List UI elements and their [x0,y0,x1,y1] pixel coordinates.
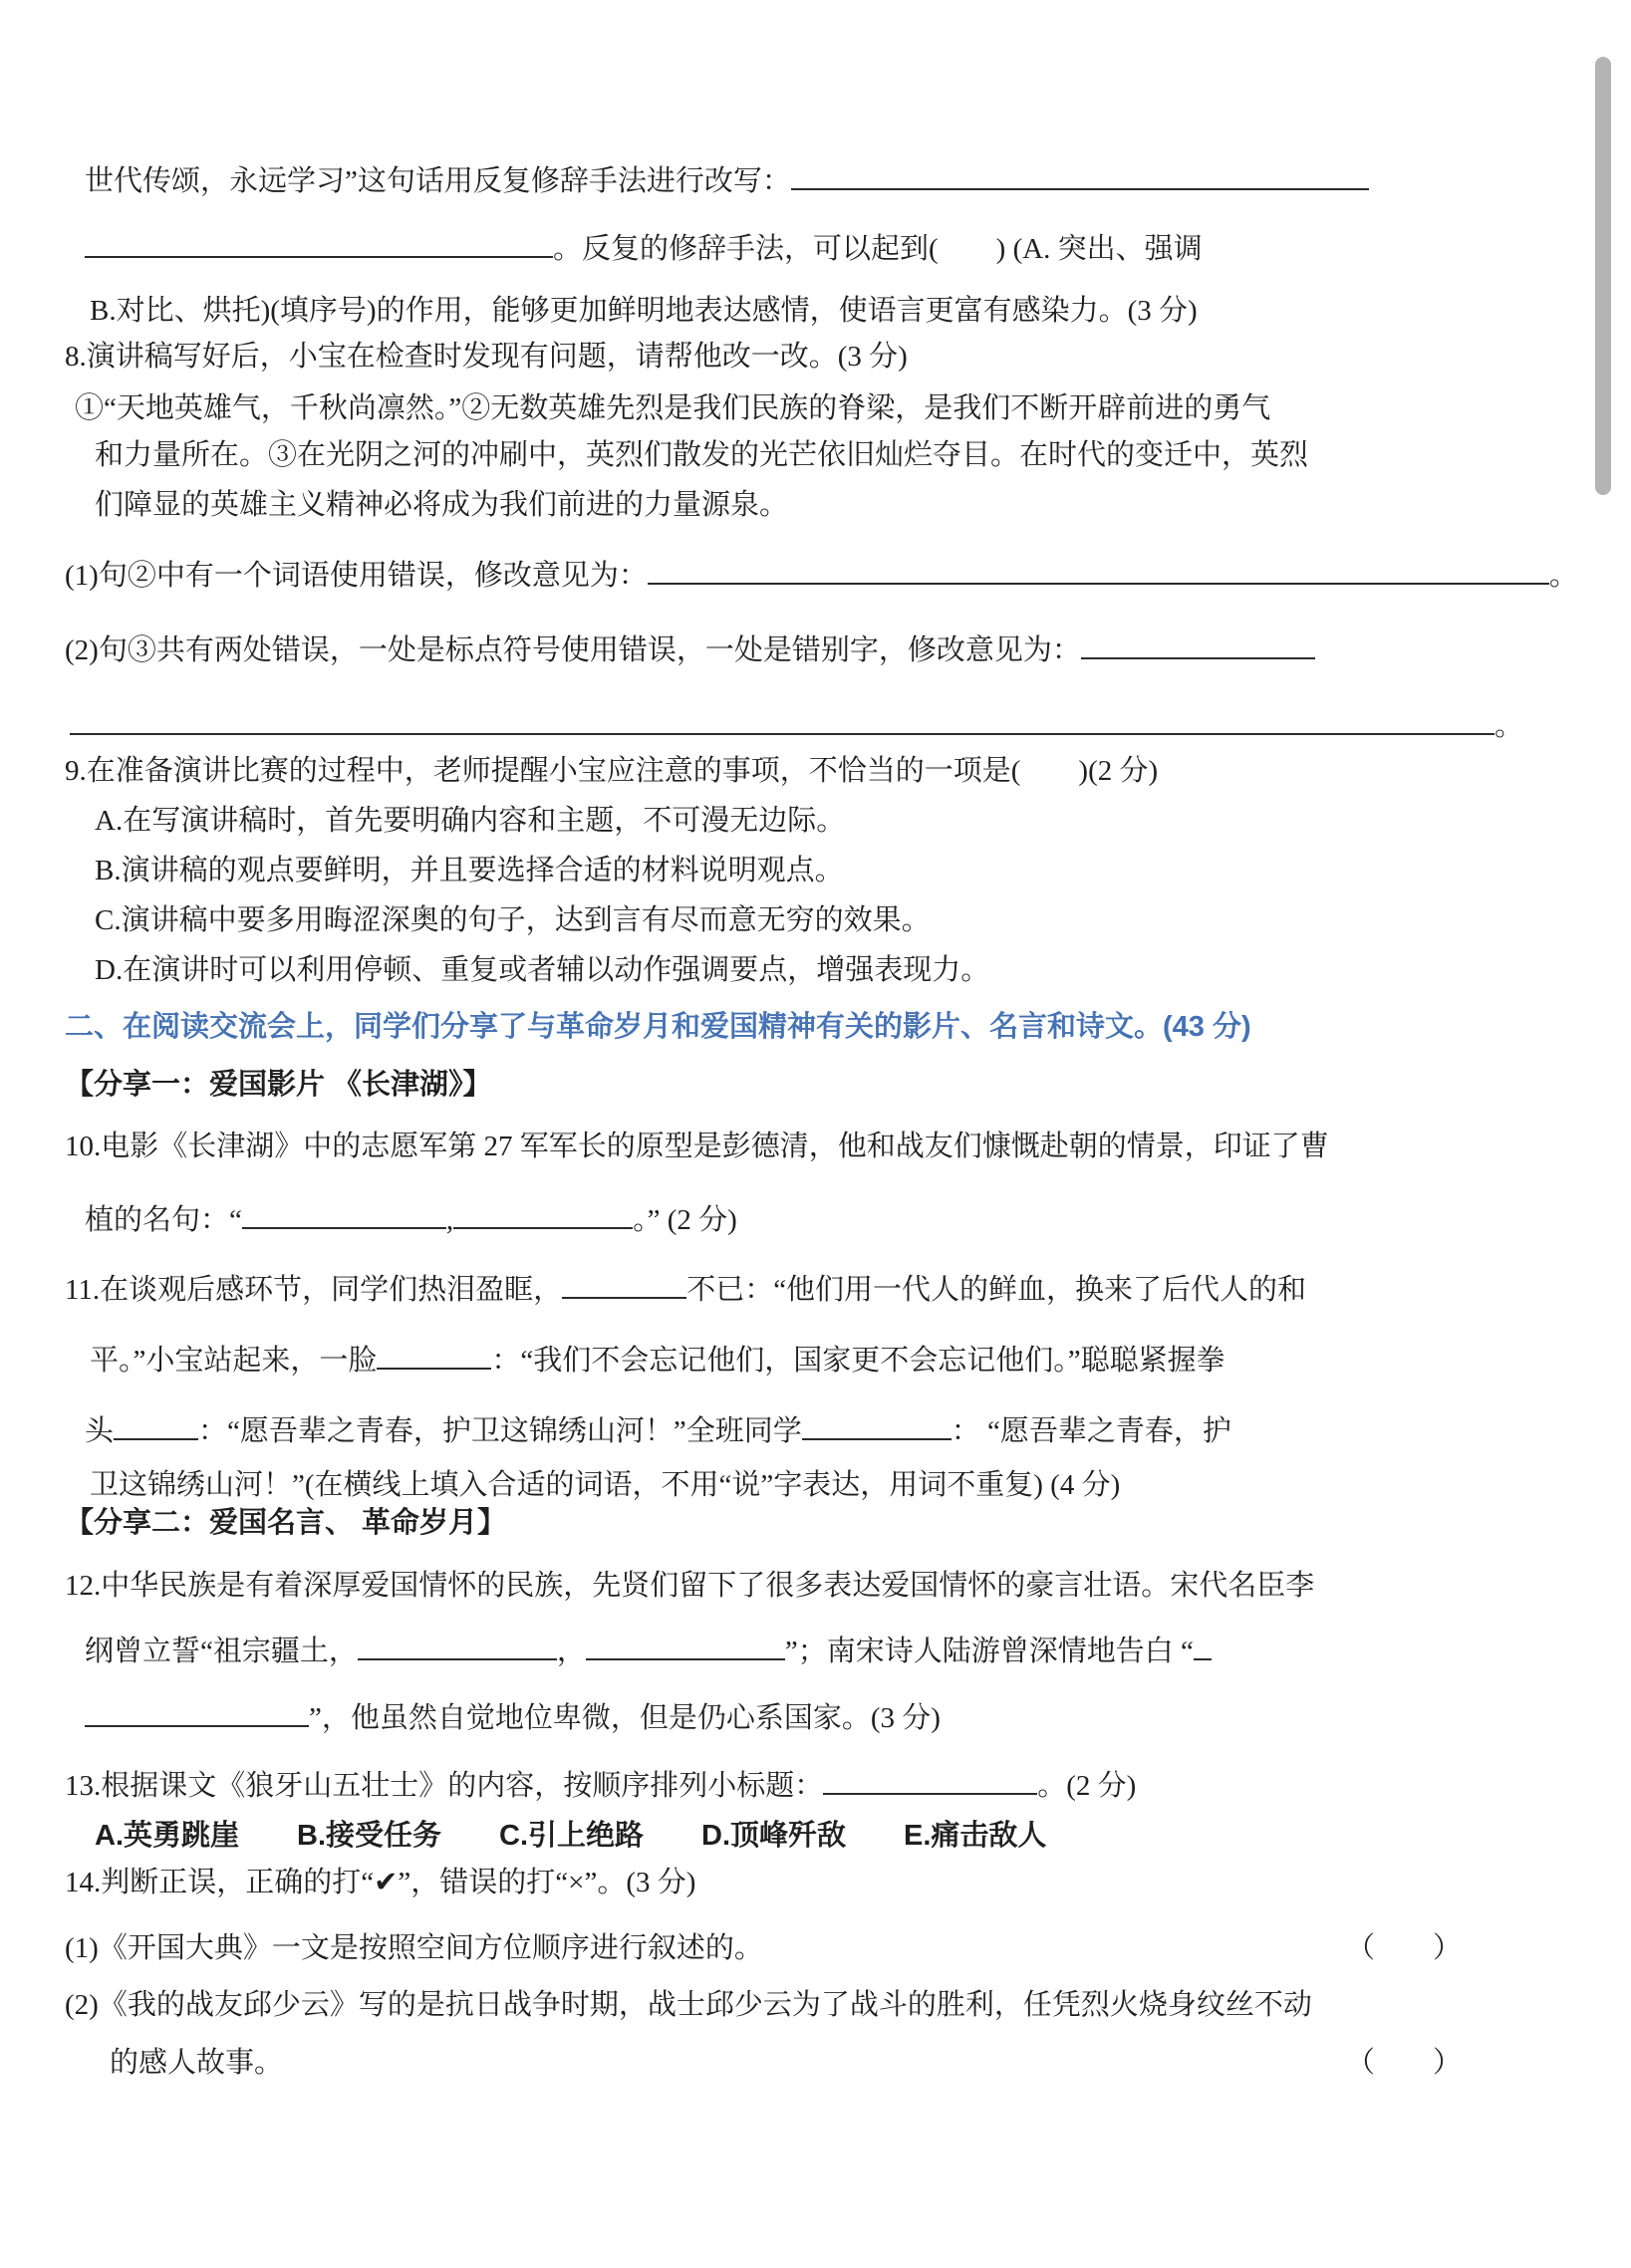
text-run: 二、在阅读交流会上，同学们分享了与革命岁月和爱国精神有关的影片、名言和诗文。(43 分) [65,1011,1251,1043]
answer-blank [70,704,1495,735]
q7-option-b-line [90,292,1531,330]
text-run: 11.在谈观后感环节，同学们热泪盈眶， [65,1274,563,1306]
q14-judge2-line1 [65,1986,1531,2024]
answer-blank [802,1409,951,1440]
text-run: ：“愿吾辈之青春，护卫这锦绣山河！”全班同学 [198,1415,802,1447]
text-run: 9.在准备演讲比赛的过程中，老师提醒小宝应注意的事项，不恰当的一项是( )(2 分) [65,755,1159,787]
q11-line3 [85,1409,1531,1450]
text-run: 的感人故事。 [110,2047,284,2079]
q9-option-a [95,802,1531,840]
q14-judge1 [65,1929,1531,1967]
answer-parentheses: （ ） [1345,2047,1462,2079]
text-run: 植的名句：“ [85,1204,242,1236]
text-run: 10.电影《长津湖》中的志愿军第 27 军军长的原型是彭德清，他和战友们慷慨赴朝的情景，印证了曹 [65,1131,1329,1162]
text-run: 14.判断正误，正确的打“✔”，错误的打“×”。(3 分) [65,1867,696,1898]
q11-line1 [65,1268,1531,1309]
text-run: 。” (2 分) [633,1204,737,1236]
text-run: A.在写演讲稿时，首先要明确内容和主题，不可漫无边际。 [95,805,846,837]
answer-blank [791,159,1369,190]
q9-option-b [95,852,1531,889]
answer-blank [358,1630,557,1660]
answer-blank [85,1696,309,1727]
text-run: (1)《开国大典》一文是按照空间方位顺序进行叙述的。 [65,1932,763,1964]
text-run: D.在演讲时可以利用停顿、重复或者辅以动作强调要点，增强表现力。 [95,954,990,986]
text-run: 。 [1495,710,1524,742]
text-run: 世代传颂，永远学习”这句话用反复修辞手法进行改写： [85,165,791,197]
text-run: 13.根据课文《狼牙山五壮士》的内容，按顺序排列小标题： [65,1770,824,1802]
text-run: 。(2 分) [1037,1770,1137,1802]
text-run: B.对比、烘托)(填序号)的作用，能够更加鲜明地表达感情，使语言更富有感染力。(3 分) [90,295,1198,327]
answer-blank [648,554,1549,585]
text-run: 平。”小宝站起来，一脸 [90,1345,378,1377]
answer-blank [823,1764,1037,1795]
q8-passage-line3 [95,486,1531,524]
text-run: 不已：“他们用一代人的鲜血，换来了后代人的和 [686,1274,1307,1306]
q10-line1 [65,1128,1531,1165]
text-run: 8.演讲稿写好后，小宝在检查时发现有问题，请帮他改一改。(3 分) [65,341,908,373]
text-run: (2)句③共有两处错误，一处是标点符号使用错误，一处是错别字，修改意见为： [65,634,1081,666]
text-run: 们障显的英雄主义精神必将成为我们前进的力量源泉。 [95,489,789,521]
q12-line3 [85,1696,1531,1737]
scrollbar-thumb[interactable] [1595,57,1611,495]
q13-options [95,1817,1531,1855]
q9-option-c [95,901,1531,939]
q10-line2 [85,1198,1531,1239]
q13-stem [65,1764,1531,1805]
text-run: ： “愿吾辈之青春，护 [951,1415,1231,1447]
q12-line1 [65,1567,1531,1605]
q7-rewrite-line1 [85,159,1531,200]
text-run: ：“我们不会忘记他们，国家更不会忘记他们。”聪聪紧握拳 [491,1345,1225,1377]
text-run: , [445,1204,454,1236]
text-run: 【分享二：爱国名言、 革命岁月】 [65,1507,507,1539]
section-2-heading [65,1008,1531,1046]
answer-blank [85,227,553,258]
text-run: 。反复的修辞手法，可以起到( ) (A. 突出、强调 [553,233,1203,265]
text-run: 卫这锦绣山河！”(在横线上填入合适的词语，不用“说”字表达，用词不重复) (4 分) [90,1469,1121,1501]
q9-option-d [95,951,1531,989]
answer-blank [562,1268,686,1299]
q7-rewrite-line2 [85,227,1531,268]
text-run: 和力量所在。③在光阴之河的冲刷中，英烈们散发的光芒依旧灿烂夺目。在时代的变迁中，英烈 [95,439,1309,471]
text-run: ①“天地英雄气，千秋尚凛然。”②无数英雄先烈是我们民族的脊梁，是我们不断开辟前进的勇气 [75,392,1271,424]
answer-parentheses: （ ） [1345,1932,1462,1964]
text-run: 【分享一：爱国影片 《长津湖》】 [65,1069,492,1101]
q11-line4 [90,1466,1531,1504]
answer-blank [586,1630,785,1660]
q11-line2 [90,1339,1531,1380]
q8-sub1 [65,554,1578,595]
share-2-heading [65,1504,1531,1542]
answer-blank [453,1198,633,1229]
q8-passage-line1 [75,389,1531,427]
q14-judge2-line2 [110,2044,1531,2082]
text-run: ”，他虽然自觉地位卑微，但是仍心系国家。(3 分) [309,1702,941,1734]
answer-blank [114,1409,198,1440]
q8-passage-line2 [95,436,1531,474]
answer-blank [377,1339,491,1370]
text-run: (1)句②中有一个词语使用错误，修改意见为： [65,560,648,592]
text-run: ”；南宋诗人陆游曾深情地告白 “ [784,1636,1194,1667]
text-run: 纲曾立誓“祖宗疆土， [85,1636,358,1667]
text-run: ， [556,1636,586,1667]
text-run: A.英勇跳崖 B.接受任务 C.引上绝路 D.顶峰歼敌 E.痛击敌人 [95,1820,1047,1852]
answer-blank [1194,1630,1212,1660]
answer-blank [1081,629,1315,659]
q14-stem [65,1864,1531,1901]
q12-line2 [85,1630,1531,1670]
q8-stem [65,338,1531,376]
q8-sub2 [65,629,1531,669]
answer-blank [242,1198,446,1229]
text-run: 。 [1548,560,1578,592]
text-run: 12.中华民族是有着深厚爱国情怀的民族，先贤们留下了很多表达爱国情怀的豪言壮语。宋代名臣李 [65,1570,1315,1602]
text-run: 头 [85,1415,115,1447]
q9-stem [65,752,1531,790]
q8-sub2-blank-line [70,704,1531,745]
share-1-heading [65,1066,1531,1104]
text-run: B.演讲稿的观点要鲜明，并且要选择合适的材料说明观点。 [95,855,844,886]
text-run: C.演讲稿中要多用晦涩深奥的句子，达到言有尽而意无穷的效果。 [95,904,931,936]
text-run: (2)《我的战友邱少云》写的是抗日战争时期，战士邱少云为了战斗的胜利，任凭烈火烧身纹丝不动 [65,1989,1312,2021]
